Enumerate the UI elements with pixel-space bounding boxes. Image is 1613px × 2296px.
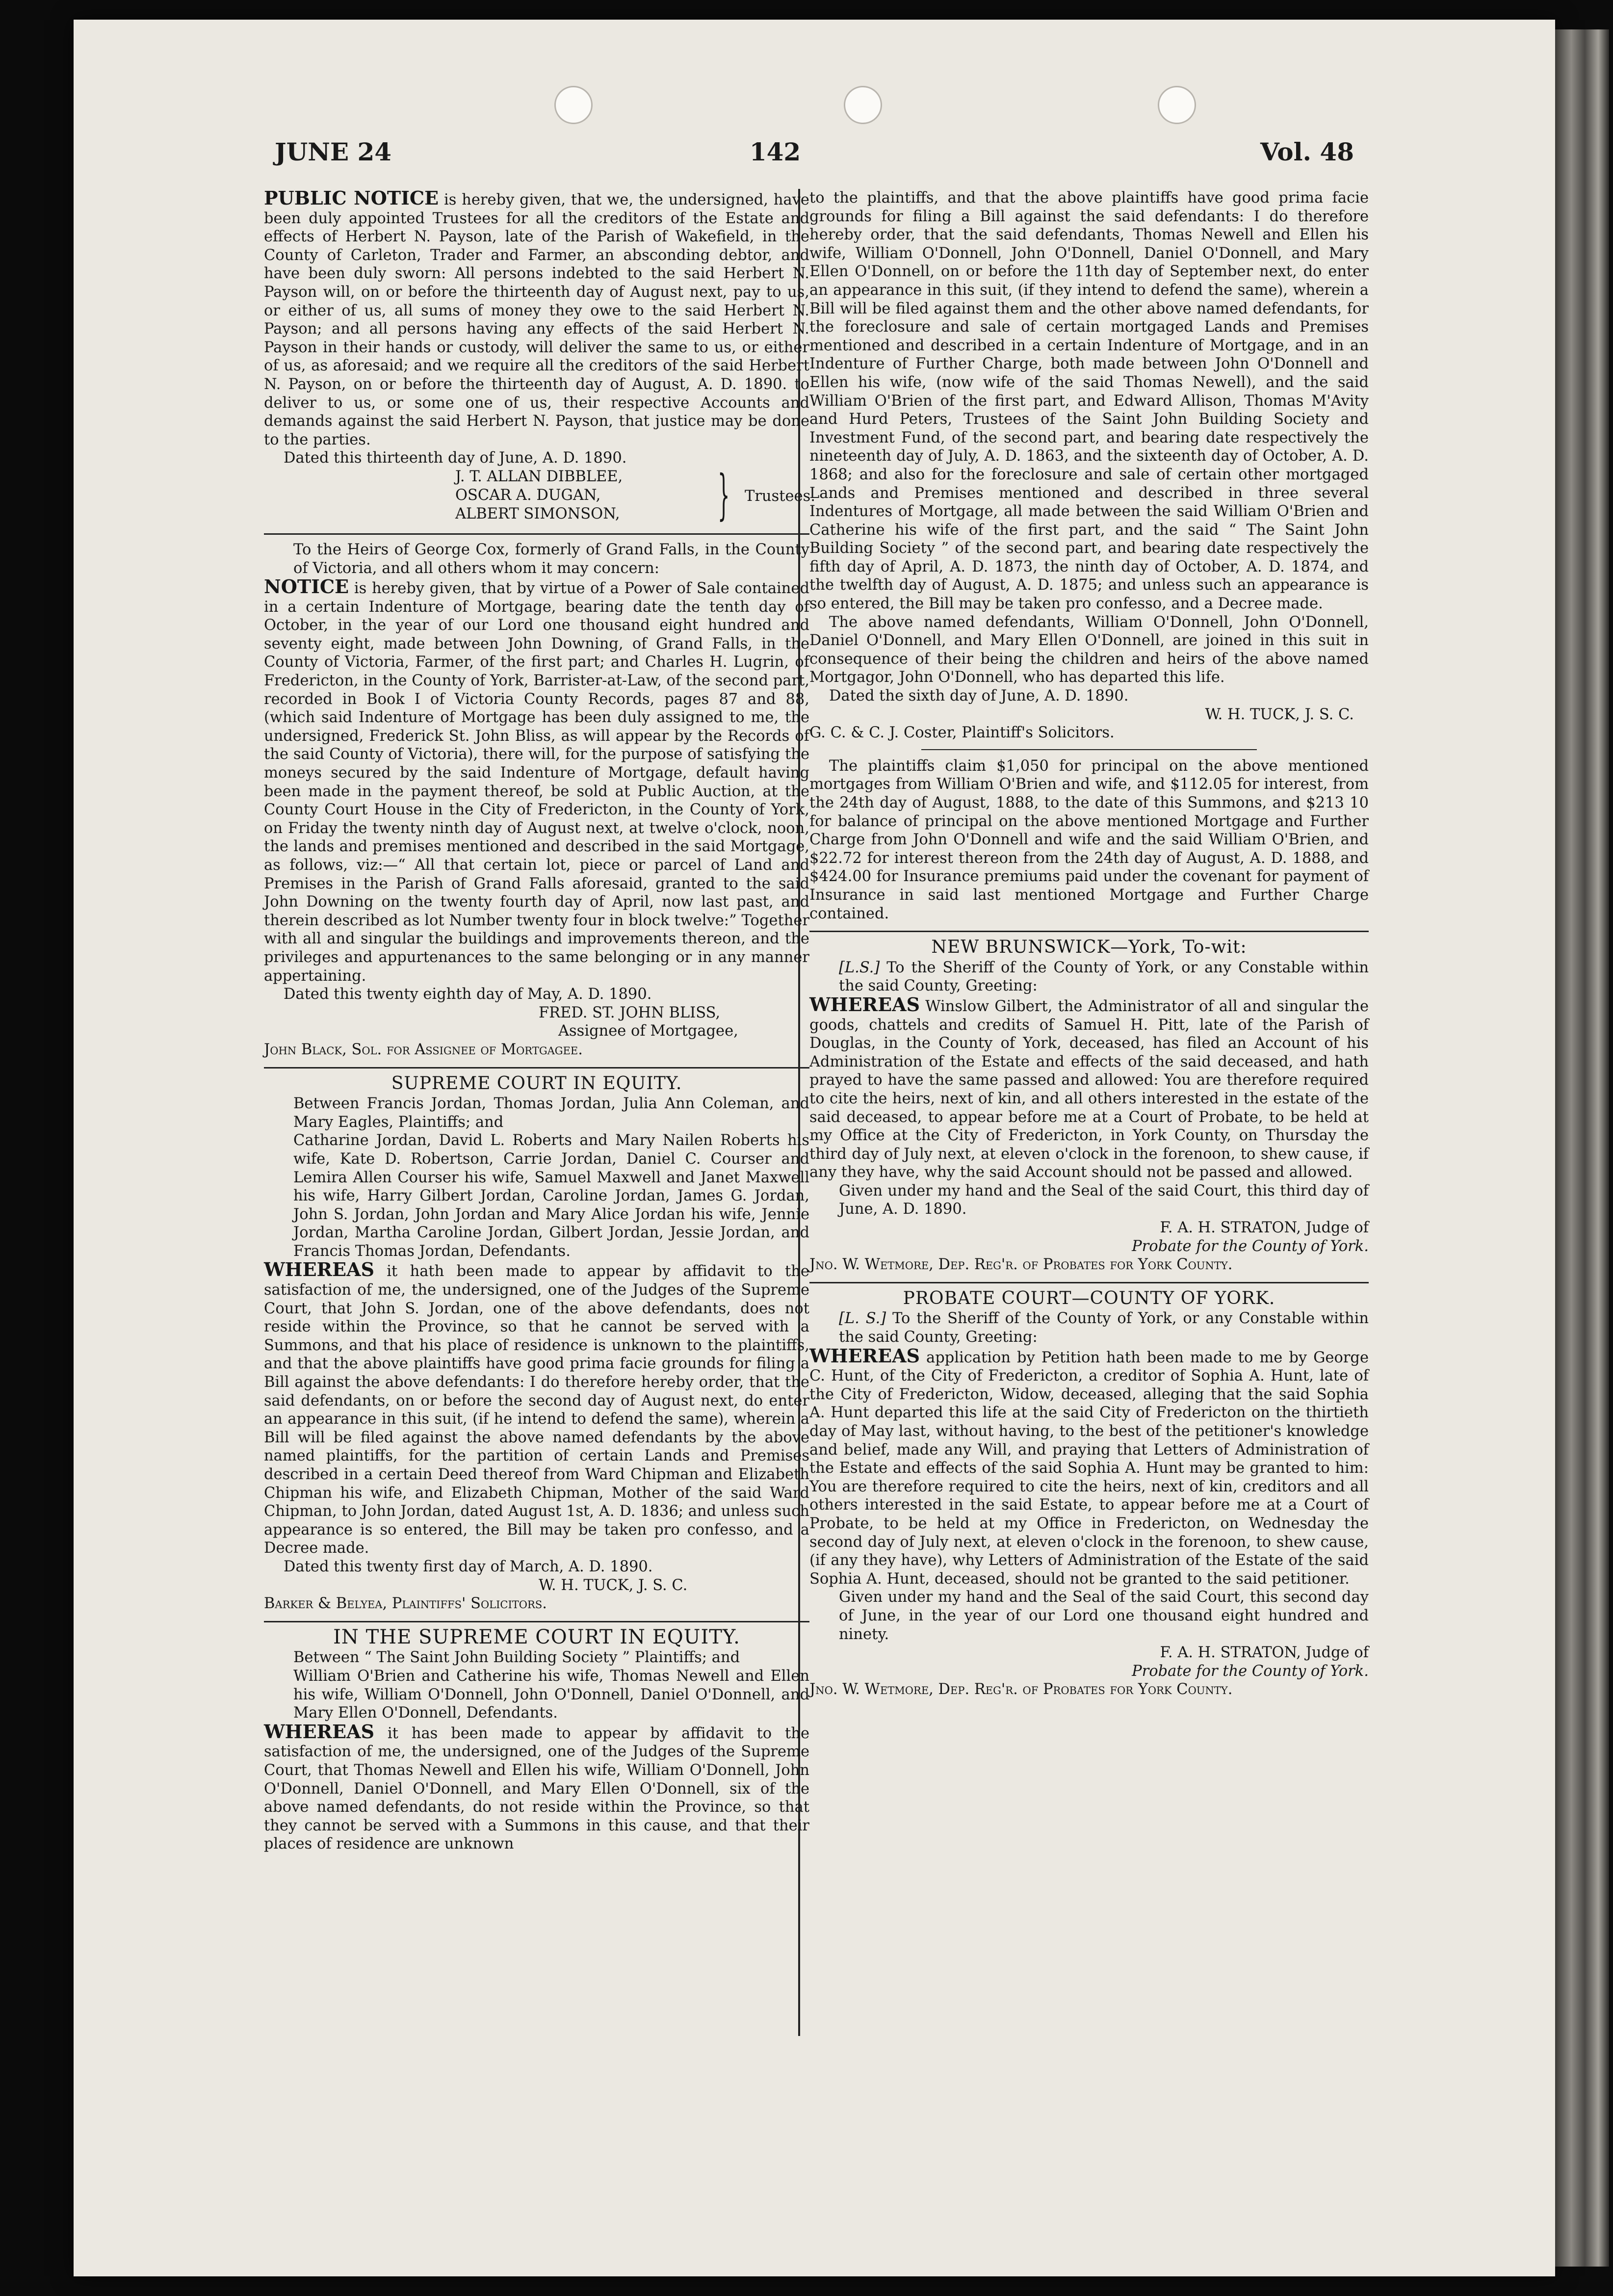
equity-jordan-notice (264, 1074, 809, 1613)
judge-title: Probate for the County of York. (1132, 1662, 1369, 1680)
trustee-name: J. T. ALLAN DIBBLEE, (455, 468, 623, 485)
probate-hunt-notice (809, 1289, 1369, 1699)
notice-dated: Dated the sixth day of June, A. D. 1890. (829, 687, 1129, 705)
brace-glyph: } (718, 463, 730, 526)
section-rule (809, 1282, 1369, 1283)
trustee-name: OSCAR A. DUGAN, (455, 486, 601, 504)
section-heading: NEW BRUNSWICK—York, To-wit: (931, 937, 1247, 958)
given-line: Given under my hand and the Seal of the said Court, this third day of June, A. D. 1890. (839, 1182, 1369, 1218)
judge-title: Probate for the County of York. (1132, 1237, 1369, 1255)
notice-lead: PUBLIC NOTICE (264, 187, 439, 209)
judge-signature: W. H. TUCK, J. S. C. (539, 1576, 688, 1594)
notice-body-continued: to the plaintiffs, and that the above plaintiffs have good prima facie grounds for filing a Bill against the said defendants: I do therefore hereby order, that the said defendants, Thomas Newell and Ellen his wife, William O'Donnell, John O'Donnell, Daniel O'Donnell, and Mary Ellen O'Donnell, on or before the 11th day of September next, do enter an appearance in this suit, (if they intend to defend the same), wherein a Bill will be filed against them and the other above named defendants, for the foreclosure and sale of certain mortgaged Lands and Premises mentioned and described in a certain Indenture of Mortgage, and in an Indenture of Further Charge, both made between John O'Donnell and Ellen his wife, (now wife of the said Thomas Newell), and the said William O'Brien of the first part, and Edward Allison, Thomas M'Avity and Hurd Peters, Trustees of the Saint John Building Society and Investment Fund, of the second part, and bearing date respectively the nineteenth day of July, A. D. 1863, and the sixteenth day of October, A. D. 1868; and also for the foreclosure and sale of certain other mortgaged Lands and Premises mentioned and described in three several Indentures of Mortgage, all made between the said William O'Brien and Catherine his wife of the first part, and the said “ The Saint John Building Society ” of the second part, and bearing date respectively the fifth day of April, A. D. 1873, the ninth day of October, A. D. 1874, and the twelfth day of August, A. D. 1875; and unless such an appearance is so entered, the Bill may be taken pro confesso, and a Decree made. (809, 189, 1369, 613)
notice-lead: WHEREAS (264, 1720, 375, 1743)
notice-address: To the Sheriff of the County of York, or any Constable within the said County, Greeting: (839, 959, 1369, 995)
notice-body: is hereby given, that by virtue of a Power of Sale contained in a certain Indenture of Mortgage, bearing date the tenth day of October, in the year of our Lord one thousand eight hundred and seventy eight, made between John Downing, of Grand Falls, in the County of Victoria, Farmer, of the first part; and Charles H. Lugrin, of Fredericton, in the County of York, Barrister-at-Law, of the second part, recorded in Book I of Victoria County Records, pages 87 and 88, (which said Indenture of Mortgage has been duly assigned to me, the undersigned, Frederick St. John Bliss, as will appear by the Records of the said County of Victoria), there will, for the purpose of satisfying the moneys secured by the said Indenture of Mortgage, default having been made in the payment thereof, be sold at Public Auction, at the County Court House in the City of Fredericton, in the County of York, on Friday the twenty ninth day of August next, at twelve o'clock, noon, the lands and premises mentioned and described in the said Mortgage, as follows, viz:—“ All that certain lot, piece or parcel of Land and Premises in the Parish of Grand Falls aforesaid, granted to the said John Downing on the twenty fourth day of April, now last past, and therein described as lot Number twenty four in block twelve:” Together with all and singular the buildings and improvements thereon, and the privileges and appurtenances to the same belonging or in any manner appertaining. (264, 580, 809, 985)
signer-name: FRED. ST. JOHN BLISS, (539, 1004, 721, 1021)
judge-signature: F. A. H. STRATON, Judge of (1160, 1219, 1369, 1237)
section-heading: SUPREME COURT IN EQUITY. (391, 1073, 682, 1094)
binding-hole-center (844, 86, 882, 124)
judge-signature: F. A. H. STRATON, Judge of (1160, 1644, 1369, 1662)
notice-body-second: The above named defendants, William O'Donnell, John O'Donnell, Daniel O'Donnell, and Mary Ellen O'Donnell, are joined in this suit in consequence of their being the children and heirs of the above named Mortgagor, John O'Donnell, who has departed this life. (809, 613, 1369, 686)
notice-dated: Dated this twenty eighth day of May, A. D. 1890. (284, 986, 652, 1003)
left-column (264, 187, 815, 1860)
notice-body: is hereby given, that we, the undersigned, have been duly appointed Trustees for all the creditors of the Estate and effects of Herbert N. Payson, late of the Parish of Wakefield, in the County of Carleton, Trader and Farmer, an absconding debtor, and have been duly sworn: All persons indebted to the said Herbert N. Payson will, on or before the thirteenth day of August next, pay to us, or either of us, all sums of money they owe to the said Herbert N. Payson; and all persons having any effects of the said Herbert N. Payson in their hands or custody, will deliver the same to us, or either of us, as aforesaid; and we require all the creditors of the said Herbert N. Payson, on or before the thirteenth day of August, A. D. 1890. to deliver to us, or some one of us, their respective Accounts and demands against the said Herbert N. Payson, that justice may be done to the parties. (264, 191, 809, 448)
page-stack-edge (1555, 29, 1609, 2267)
equity-building-society-continued (809, 189, 1369, 923)
registrar-line: Jno. W. Wetmore, Dep. Reg'r. of Probates for York County. (809, 1681, 1233, 1698)
binding-hole-left (554, 86, 593, 124)
trustees-public-notice (264, 187, 815, 526)
section-heading: PROBATE COURT—COUNTY OF YORK. (903, 1288, 1275, 1308)
section-rule (264, 1067, 809, 1069)
notice-lead: WHEREAS (809, 1344, 920, 1367)
plaintiffs-line: Between “ The Saint John Building Society ” Plaintiffs; and (293, 1649, 740, 1667)
notice-body: it has been made to appear by affidavit to the satisfaction of me, the undersigned, one of the Judges of the Supreme Court, that Thomas Newell and Ellen his wife, William O'Donnell, John O'Donnell, Daniel O'Donnell, and Mary Ellen O'Donnell, six of the above named defendants, do not reside within the Province, so that they cannot be served with a Summons in this cause, and that their places of residence are unknown (264, 1724, 809, 1853)
judge-signature: W. H. TUCK, J. S. C. (1205, 705, 1354, 723)
notice-body: it hath been made to appear by affidavit to the satisfaction of me, the undersigned, one of the Judges of the Supreme Court, that John S. Jordan, one of the above defendants, does not reside within the Province, so that he cannot be served with a Summons, and that his place of residence is unknown to the plaintiffs, and that the above plaintiffs have good prima facie grounds for filing a Bill against the above defendants: I do therefore hereby order, that the said defendants, on or before the second day of August next, do enter an appearance in this suit, (if he intend to defend the same), wherein a Bill will be filed against the above named defendants by the above named plaintiffs, for the partition of certain Lands and Premises described in a certain Deed thereof from Ward Chipman and Elizabeth Chipman his wife, and Elizabeth Chipman, Mother of the said Ward Chipman, to John Jordan, dated August 1st, A. D. 1836; and unless such appearance is so entered, the Bill may be taken pro confesso, and a Decree made. (264, 1263, 809, 1557)
trustee-name: ALBERT SIMONSON, (455, 505, 620, 522)
notice-lead: WHEREAS (264, 1258, 375, 1281)
trustees-label: Trustees. (745, 487, 815, 505)
header-page-number: 142 (749, 137, 801, 166)
defendants-line: William O'Brien and Catherine his wife, Thomas Newell and Ellen his wife, William O'Donnell, John O'Donnell, Daniel O'Donnell, and Mary Ellen O'Donnell, Defendants. (293, 1667, 809, 1722)
header-date: JUNE 24 (275, 137, 392, 166)
notice-address: To the Heirs of George Cox, formerly of Grand Falls, in the County of Victoria, and all others whom it may concern: (293, 541, 809, 577)
short-rule (921, 749, 1257, 750)
notice-lead: NOTICE (264, 575, 349, 598)
given-line: Given under my hand and the Seal of the said Court, this second day of June, in the year of our Lord one thousand eight hundred and ninety. (839, 1589, 1369, 1643)
notice-dated: Dated this thirteenth day of June, A. D. 1890. (284, 449, 627, 467)
trustee-signatures (455, 463, 815, 526)
notice-body: Winslow Gilbert, the Administrator of all and singular the goods, chattels and credits of Samuel H. Pitt, late of the Parish of Douglas, in the County of York, deceased, has filed an Account of his Administration of the Estate and effects of the said deceased, and hath prayed to have the same passed and allowed: You are therefore required to cite the heirs, next of kin, and all others interested in the estate of the said deceased, to appear before me at a Court of Probate, to be held at my Office at the City of Fredericton, in York County, on Thursday the third day of July next, at eleven o'clock in the forenoon, to shew cause, if any they have, why the said Account should not be passed and allowed. (809, 997, 1369, 1181)
seal-mark: [L.S.] (839, 959, 880, 976)
page-header (196, 132, 1354, 177)
signer-title: Assignee of Mortgagee, (558, 1022, 738, 1040)
mortgage-sale-notice (264, 541, 809, 1059)
section-heading: IN THE SUPREME COURT IN EQUITY. (333, 1625, 740, 1648)
right-column (809, 189, 1369, 1706)
plaintiffs-line: Between Francis Jordan, Thomas Jordan, Julia Ann Coleman, and Mary Eagles, Plaintiffs; and (293, 1095, 809, 1131)
seal-mark: [L. S.] (839, 1310, 886, 1328)
notice-address: To the Sheriff of the County of York, or any Constable within the said County, Greeting: (839, 1310, 1369, 1346)
header-volume: Vol. 48 (1260, 137, 1354, 166)
section-rule (809, 931, 1369, 932)
notice-body: application by Petition hath been made to me by George C. Hunt, of the City of Fredericton, a creditor of Sophia A. Hunt, late of the City of Fredericton, Widow, deceased, alleging that the said Sophia A. Hunt departed this life at the said City of Fredericton on the thirtieth day of May last, without having, to the best of the petitioner's knowledge and belief, made any Will, and praying that Letters of Administration of the Estate and effects of the said Sophia A. Hunt may be granted to him: You are therefore required to cite the heirs, next of kin, creditors and all others interested in the said Estate, to appear before me at a Court of Probate, to be held at my Office in Fredericton, on Wednesday the second day of July next, at eleven o'clock in the forenoon, to shew cause, (if any they have), why Letters of Administration of the Estate of the said Sophia A. Hunt, deceased, should not be granted to the said petitioner. (809, 1349, 1369, 1588)
defendants-line: Catharine Jordan, David L. Roberts and Mary Nailen Roberts his wife, Kate D. Robertson, Carrie Jordan, Daniel C. Courser and Lemira Allen Courser his wife, Samuel Maxwell and Janet Maxwell his wife, Harry Gilbert Jordan, Caroline Jordan, James G. Jordan, John S. Jordan, John Jordan and Mary Alice Jordan his wife, Jennie Jordan, Martha Caroline Jordan, Gilbert Jordan, Jessie Jordan, and Francis Thomas Jordan, Defendants. (293, 1132, 809, 1260)
binding-hole-right (1158, 86, 1196, 124)
registrar-line: Jno. W. Wetmore, Dep. Reg'r. of Probates for York County. (809, 1256, 1233, 1274)
solicitor-line: Barker & Belyea, Plaintiffs' Solicitors. (264, 1595, 547, 1613)
solicitor-line: G. C. & C. J. Coster, Plaintiff's Solicitors. (809, 724, 1115, 742)
notice-lead: WHEREAS (809, 993, 920, 1016)
solicitor-line: John Black, Sol. for Assignee of Mortgagee. (264, 1041, 583, 1058)
section-rule (264, 533, 809, 535)
equity-building-society-notice (264, 1625, 809, 1853)
probate-pitt-notice (809, 938, 1369, 1274)
plaintiffs-claim: The plaintiffs claim $1,050 for principal on the above mentioned mortgages from William O'Brien and wife, and $112.05 for interest, from the 24th day of August, 1888, to the date of this Summons, and $213 10 for balance of principal on the above mentioned Mortgage and Further Charge from John O'Donnell and wife and the said William O'Brien, and $22.72 for interest thereon from the 24th day of August, A. D. 1888, and $424.00 for Insurance premiums paid under the covenant for payment of Insurance in said last mentioned Mortgage and Further Charge contained. (809, 757, 1369, 922)
section-rule (264, 1621, 809, 1622)
notice-dated: Dated this twenty first day of March, A. D. 1890. (284, 1558, 653, 1575)
